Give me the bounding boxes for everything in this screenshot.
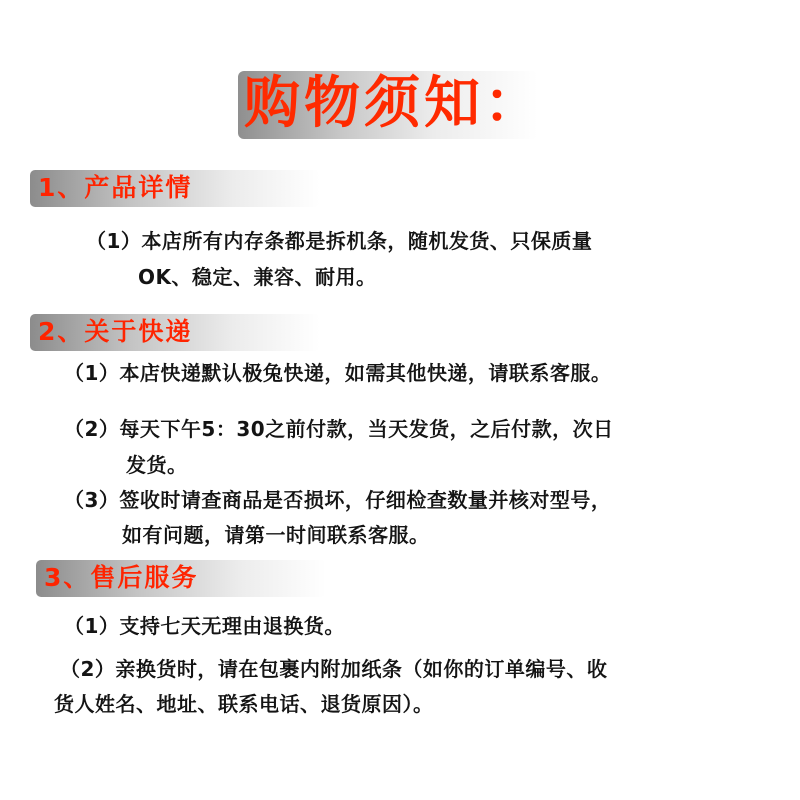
section-2-line-4: （3）签收时请查商品是否损坏，仔细检查数量并核对型号，	[64, 488, 612, 512]
section-1-line-2: OK、稳定、兼容、耐用。	[138, 265, 377, 289]
section-2-line-2: （2）每天下午5：30之前付款，当天发货，之后付款，次日	[64, 417, 614, 441]
section-2-line-3: 发货。	[126, 453, 188, 477]
section-1-line-1: （1）本店所有内存条都是拆机条，随机发货、只保质量	[86, 229, 593, 253]
section-2-heading: 2、关于快递	[38, 317, 193, 346]
section-3-line-3: 货人姓名、地址、联系电话、退货原因）。	[54, 692, 434, 716]
section-3-heading: 3、售后服务	[44, 563, 199, 592]
section-2-line-1: （1）本店快递默认极兔快递，如需其他快递，请联系客服。	[64, 361, 612, 385]
page-title: 购物须知：	[244, 71, 544, 136]
section-1-heading: 1、产品详情	[38, 173, 193, 202]
section-3-line-2: （2）亲换货时，请在包裹内附加纸条（如你的订单编号、收	[60, 657, 608, 681]
section-3-line-1: （1）支持七天无理由退换货。	[64, 614, 345, 638]
section-2-line-5: 如有问题，请第一时间联系客服。	[122, 523, 430, 547]
